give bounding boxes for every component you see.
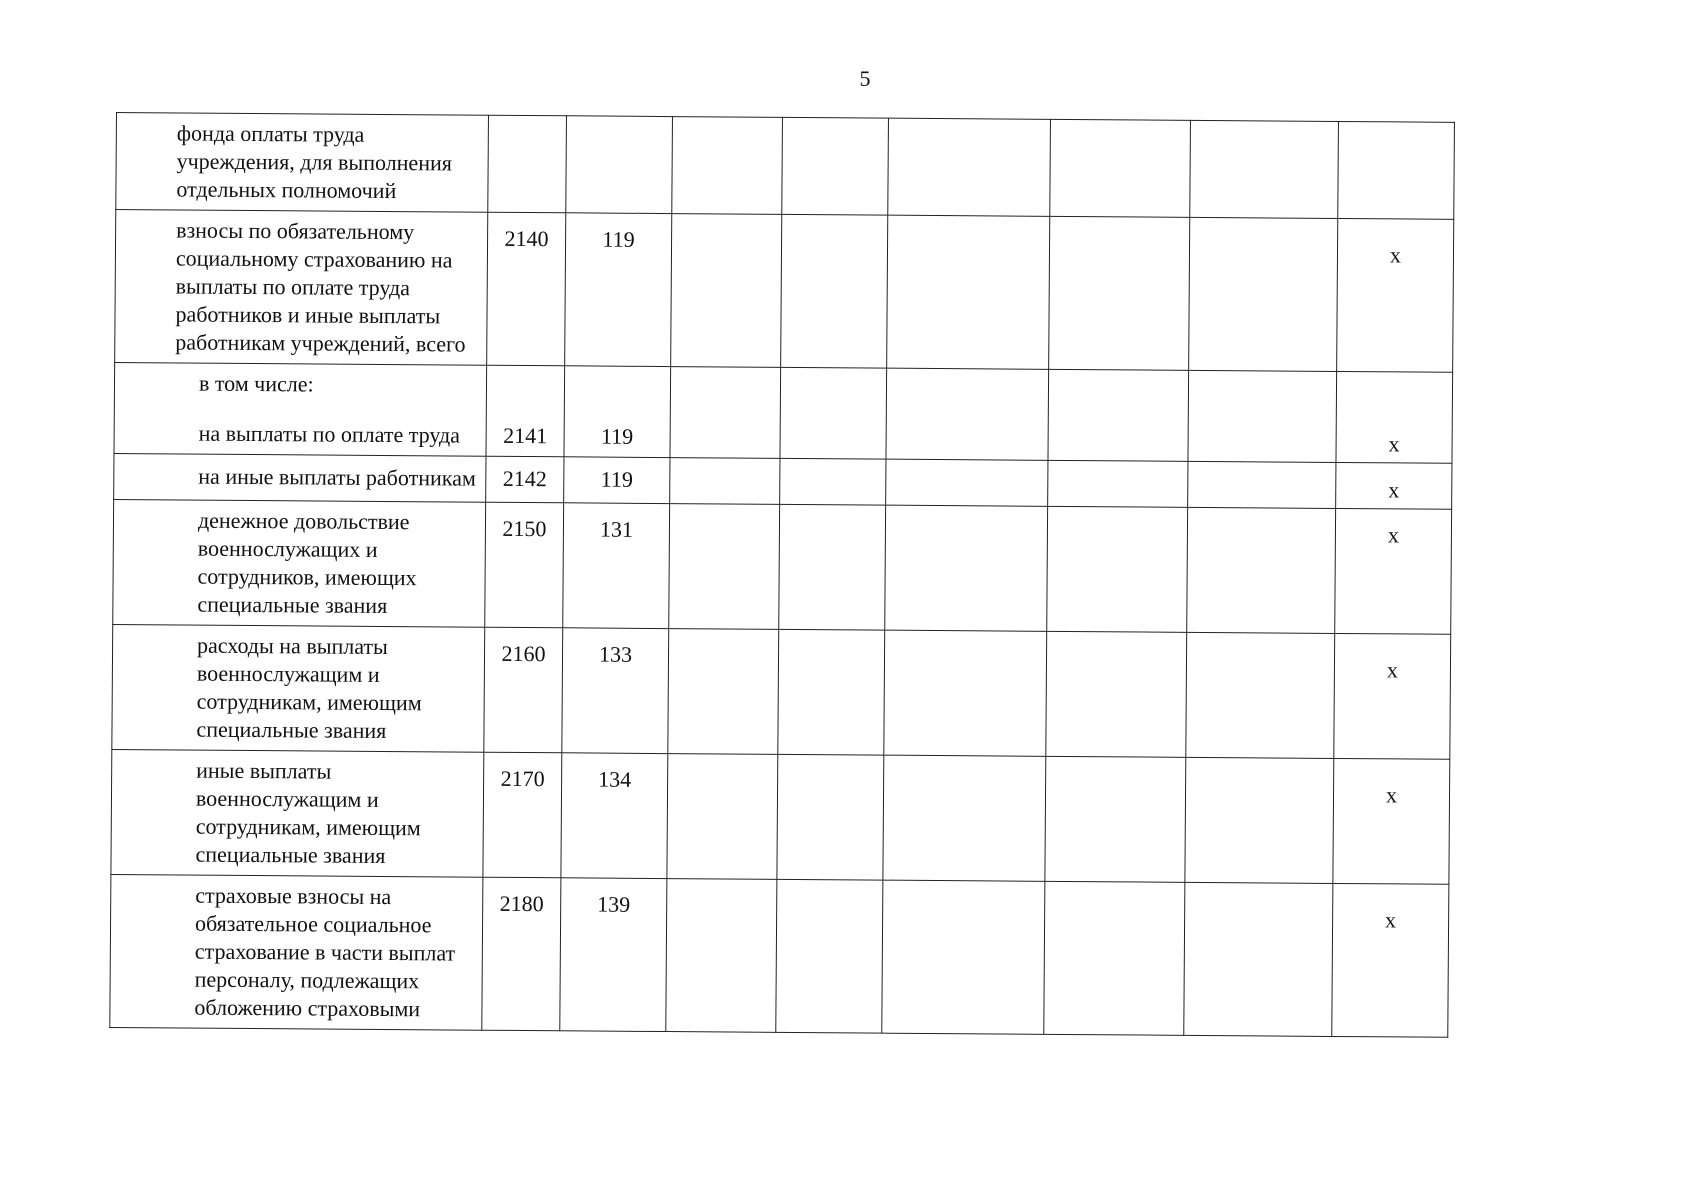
table-row [111, 749, 1450, 884]
row-line-code: 2170 [483, 752, 562, 878]
value-cell [1190, 120, 1339, 218]
row-description: расходы на выплаты военнослужащим и сотрудникам, имеющим специальные звания [112, 624, 485, 752]
value-cell [667, 754, 778, 880]
row-mark: x [1336, 462, 1452, 509]
value-cell [670, 367, 781, 459]
table-row [116, 113, 1455, 220]
value-cell [778, 629, 885, 755]
value-cell [672, 117, 783, 215]
value-cell [888, 118, 1051, 216]
value-cell [779, 504, 886, 630]
value-cell [671, 214, 782, 368]
row-description: взносы по обязательному социальному страхованию на выплаты по оплате труда работников и иные выплаты работникам учреждений, всего [115, 210, 488, 366]
row-description: страховые взносы на обязательное социальное страхование в части выплат персоналу, подлежащих обложению страховыми [110, 874, 483, 1030]
table-row [114, 362, 1453, 463]
row-classifier-code: 133 [562, 628, 669, 754]
document-table-wrapper [109, 112, 1455, 1038]
row-classifier-code: 119 [565, 213, 672, 367]
row-classifier-code: 119 [564, 457, 670, 504]
value-cell [883, 755, 1046, 881]
value-cell [776, 879, 883, 1033]
row-description: иные выплаты военнослужащим и сотрудникам, имеющим специальные звания [111, 749, 484, 877]
row-line-code: 2150 [485, 502, 564, 628]
value-cell [777, 754, 884, 880]
row-mark: x [1334, 633, 1451, 759]
value-cell [886, 459, 1048, 506]
value-cell [669, 504, 780, 630]
row-classifier-code: 139 [560, 878, 667, 1032]
value-cell [781, 214, 888, 368]
value-cell [1049, 216, 1190, 370]
row-mark: x [1335, 508, 1452, 634]
expense-table [109, 112, 1455, 1038]
row-mark: x [1337, 218, 1454, 372]
value-cell [670, 458, 780, 505]
page-number: 5 [859, 66, 871, 91]
row-line-code: 2141 [486, 365, 565, 457]
value-cell [884, 630, 1047, 756]
row-line-code [488, 115, 567, 213]
value-cell [1047, 506, 1188, 632]
row-classifier-code: 134 [561, 753, 668, 879]
row-mark: x [1333, 758, 1450, 884]
row-mark: x [1332, 883, 1449, 1037]
row-description: на иные выплаты работникам [114, 453, 486, 502]
value-cell [1184, 882, 1333, 1036]
value-cell [1050, 119, 1191, 217]
row-line-code: 2180 [482, 877, 561, 1031]
value-cell [780, 367, 887, 459]
value-cell [1186, 632, 1335, 758]
value-cell [1048, 460, 1188, 507]
value-cell [782, 117, 889, 215]
row-mark [1338, 121, 1455, 219]
value-cell [780, 458, 886, 505]
value-cell [666, 879, 777, 1033]
value-cell [1044, 881, 1185, 1035]
row-line-code: 2160 [484, 627, 563, 753]
row-description [114, 362, 487, 456]
value-cell [1187, 507, 1336, 633]
value-cell [886, 368, 1049, 460]
value-cell [882, 880, 1045, 1034]
row-classifier-code: 119 [564, 366, 671, 458]
table-row [112, 624, 1451, 759]
value-cell [1045, 756, 1186, 882]
row-description: фонда оплаты труда учреждения, для выполнения отдельных полномочий [116, 113, 489, 213]
table-row [113, 499, 1452, 634]
value-cell [1188, 370, 1337, 462]
row-classifier-code [566, 116, 673, 214]
value-cell [885, 505, 1048, 631]
row-line-code: 2142 [486, 456, 564, 503]
value-cell [668, 629, 779, 755]
row-line-code: 2140 [487, 212, 566, 366]
value-cell [1046, 631, 1187, 757]
value-cell [1048, 369, 1189, 461]
row-subheader: в том числе: [198, 370, 314, 397]
table-row [110, 874, 1449, 1037]
value-cell [1185, 757, 1334, 883]
row-classifier-code: 131 [563, 503, 670, 629]
value-cell [1189, 217, 1338, 371]
row-description: денежное довольствие военнослужащих и сотрудников, имеющих специальные звания [113, 499, 486, 627]
value-cell [887, 215, 1050, 369]
value-cell [1188, 461, 1336, 508]
table-row [115, 210, 1454, 373]
row-description-text: на выплаты по оплате труда [198, 420, 461, 448]
row-mark: x [1336, 371, 1453, 463]
